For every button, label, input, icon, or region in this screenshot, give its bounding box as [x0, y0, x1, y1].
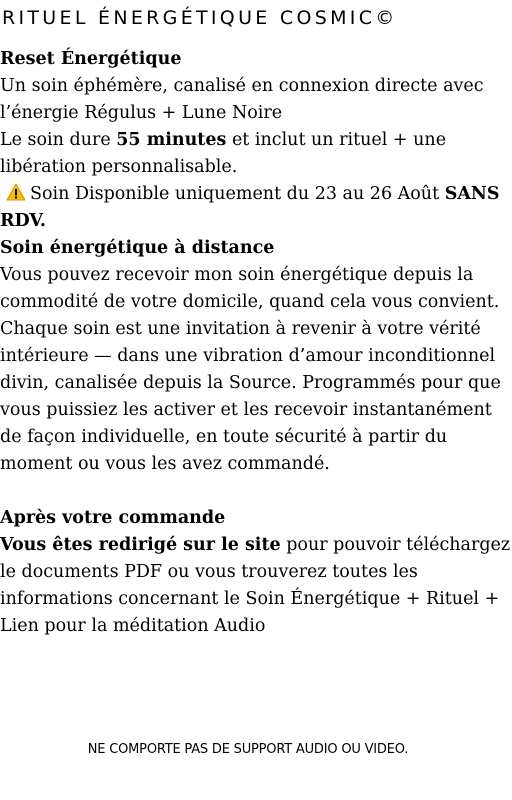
no-appointment-label: SANS RDV.	[0, 184, 500, 231]
spacer	[0, 478, 512, 505]
section-after-order-title: Après votre commande	[0, 508, 226, 528]
section-reset-intro: Un soin éphémère, canalisé en connexion directe avec l’énergie Régulus + Lune Noire	[0, 76, 484, 123]
availability-notice: Soin Disponible uniquement du 23 au 26 Août SANS RDV.	[0, 184, 500, 231]
page-title: RITUEL ÉNERGÉTIQUE COSMIC©	[2, 7, 398, 29]
main-content	[0, 46, 512, 640]
section-reset-title: Reset Énergétique	[0, 49, 182, 69]
redirect-lead: Vous êtes redirigé sur le site	[0, 535, 281, 555]
duration-value: 55 minutes	[116, 130, 227, 150]
footer-note: NE COMPORTE PAS DE SUPPORT AUDIO OU VIDEO.	[87, 742, 409, 757]
warning-icon	[6, 183, 26, 201]
section-after-order-text: Vous êtes redirigé sur le site pour pouvoir téléchargez le documents PDF ou vous trouverez toutes les informations concernant le Soin Énergétique + Rituel + Lien pour la méditation Audio	[0, 535, 511, 636]
section-distance-paragraph-2: Chaque soin est une invitation à revenir à votre vérité intérieure — dans une vibration d’amour inconditionnel divin, canalisée depuis la Source. Programmés pour que vous puissiez les activer et les recevoir instantanément de façon individuelle, en toute sécurité à partir du moment ou vous les avez commandé.	[0, 319, 501, 474]
section-distance-paragraph-1: Vous pouvez recevoir mon soin énergétique depuis la commodité de votre domicile, quand cela vous convient.	[0, 265, 500, 312]
section-reset-duration: Le soin dure 55 minutes et inclut un rituel + une libération personnalisable.	[0, 130, 447, 177]
section-distance-title: Soin énergétique à distance	[0, 238, 275, 258]
